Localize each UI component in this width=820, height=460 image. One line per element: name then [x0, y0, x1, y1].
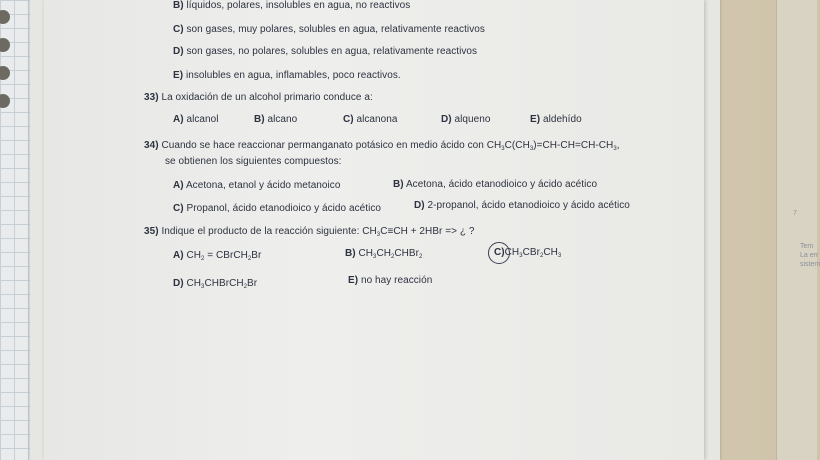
side-text: Tem La err sistem: [800, 243, 820, 268]
q34-option-d: D) 2-propanol, ácido etanodioico y ácido acético: [414, 200, 630, 211]
q33-option-c: C) alcanona: [343, 114, 398, 125]
q32-option-b: B) líquidos, polares, insolubles en agua, no reactivos: [173, 0, 411, 11]
q32-option-d: D) son gases, no polares, solubles en agua, relativamente reactivos: [173, 46, 478, 57]
q35-option-c: $C)CH_3CBr_2CH_3$: [494, 247, 562, 259]
q35-option-b: B) $CH_3CH_2CHBr_2$: [345, 248, 423, 260]
q32-option-e: E) insolubles en agua, inflamables, poco reactivos.: [173, 70, 401, 81]
q34-option-b: B) Acetona, ácido etanodioico y ácido acético: [393, 179, 598, 190]
q34-formula: $CH_3C(CH_3)=CH-CH=CH-CH_3$,: [486, 140, 620, 152]
q33-option-d: D) alqueno: [441, 114, 491, 125]
q35-option-d: D) $CH_3CHBrCH_2Br$: [173, 278, 258, 290]
q34-question-line1: 34) Cuando se hace reaccionar permanganato potásico en medio ácido con $CH_3C(CH_3)=CH-CH=CH-CH_3$,: [144, 140, 620, 152]
q32-option-c: C) son gases, muy polares, solubles en agua, relativamente reactivos: [173, 24, 485, 35]
q33-option-b: B) alcano: [254, 114, 298, 125]
q34-option-c: C) Propanol, ácido etanodioico y ácido acético: [173, 203, 381, 214]
q33-question: 33) La oxidación de un alcohol primario conduce a:: [144, 92, 373, 103]
q35-question: 35) Indique el producto de la reacción siguiente: $CH_3C\equiv CH + 2HBr$ => ¿ ?: [144, 226, 475, 238]
side-sheet: [776, 0, 817, 460]
q35-reaction: $CH_3C\equiv CH + 2HBr$ => ¿ ?: [362, 226, 475, 238]
q35-option-a: A) $CH_2$ = CBrCH$_2$Br: [173, 250, 262, 262]
q33-option-e: E) aldehído: [530, 114, 582, 125]
q35-option-e: E) no hay reacción: [348, 275, 433, 286]
answer-circle-mark: [488, 242, 510, 264]
q34-option-a: A) Acetona, etanol y ácido metanoico: [173, 180, 341, 191]
side-mark: 7: [793, 210, 797, 217]
q34-question-line2: se obtienen los siguientes compuestos:: [165, 156, 342, 167]
q33-option-a: A) alcanol: [173, 114, 219, 125]
